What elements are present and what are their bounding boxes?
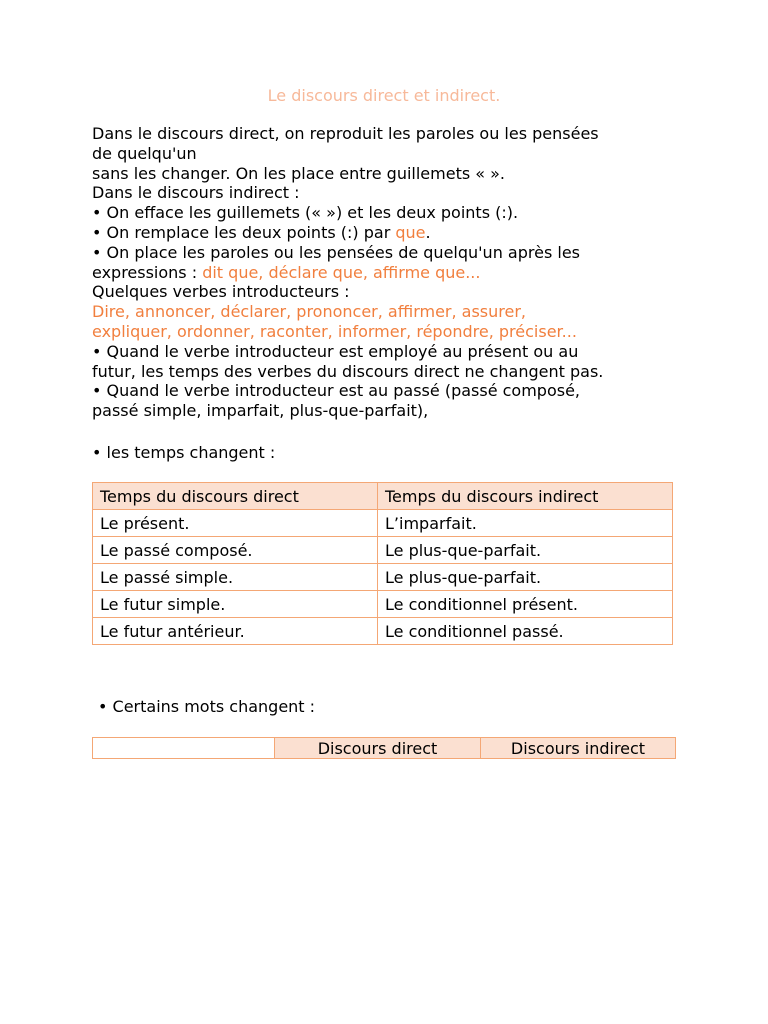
- table-cell: Le conditionnel passé.: [378, 618, 673, 645]
- table-row: [93, 537, 673, 564]
- table-header-cell: Discours indirect: [481, 738, 676, 759]
- text-line: Dans le discours indirect :: [92, 183, 300, 203]
- text-line: de quelqu'un: [92, 143, 197, 163]
- text-line: Quelques verbes introducteurs :: [92, 282, 350, 302]
- text-line: • On efface les guillemets (« ») et les deux points (:).: [92, 203, 519, 223]
- words-table: [92, 737, 676, 759]
- table-header-cell: Temps du discours direct: [93, 483, 378, 510]
- text-span: .: [425, 222, 431, 242]
- table-header-row: [93, 483, 673, 510]
- words-intro: • Certains mots changent :: [98, 697, 316, 716]
- text-line: • Quand le verbe introducteur est employé au présent ou au: [92, 341, 579, 361]
- tense-intro: • les temps changent :: [92, 443, 276, 462]
- table-cell: Le présent.: [93, 510, 378, 537]
- text-line: [92, 223, 692, 243]
- table-row: [93, 591, 673, 618]
- table-cell: Le futur antérieur.: [93, 618, 378, 645]
- table-cell: Le plus-que-parfait.: [378, 537, 673, 564]
- highlight-expressions: dit que, déclare que, affirme que...: [202, 262, 481, 282]
- text-line: • Quand le verbe introducteur est au passé (passé composé,: [92, 381, 581, 401]
- table-row: [93, 564, 673, 591]
- text-line: sans les changer. On les place entre guillemets « ».: [92, 163, 506, 183]
- text-span: expressions :: [92, 262, 203, 282]
- table-header-cell-empty: [93, 738, 275, 759]
- intro-paragraph: [92, 124, 692, 421]
- tense-table: [92, 482, 673, 645]
- table-cell: Le plus-que-parfait.: [378, 564, 673, 591]
- table-row: [93, 618, 673, 645]
- text-line: futur, les temps des verbes du discours direct ne changent pas.: [92, 361, 604, 381]
- table-cell: Le futur simple.: [93, 591, 378, 618]
- page-title: Le discours direct et indirect.: [267, 86, 501, 105]
- text-span: • On remplace les deux points (:) par: [92, 222, 396, 242]
- text-line: • On place les paroles ou les pensées de quelqu'un après les: [92, 242, 580, 262]
- table-header-cell: Temps du discours indirect: [378, 483, 673, 510]
- text-line: passé simple, imparfait, plus-que-parfait),: [92, 401, 429, 421]
- verb-list-line: expliquer, ordonner, raconter, informer, répondre, préciser...: [92, 321, 577, 341]
- table-cell: Le conditionnel présent.: [378, 591, 673, 618]
- table-cell: Le passé composé.: [93, 537, 378, 564]
- table-cell: Le passé simple.: [93, 564, 378, 591]
- text-line: [92, 263, 692, 283]
- highlight-que: que: [395, 222, 426, 242]
- verb-list-line: Dire, annoncer, déclarer, prononcer, affirmer, assurer,: [92, 302, 527, 322]
- table-cell: L’imparfait.: [378, 510, 673, 537]
- table-header-row: [93, 738, 676, 759]
- text-line: Dans le discours direct, on reproduit les paroles ou les pensées: [92, 124, 599, 143]
- table-header-cell: Discours direct: [275, 738, 481, 759]
- table-row: [93, 510, 673, 537]
